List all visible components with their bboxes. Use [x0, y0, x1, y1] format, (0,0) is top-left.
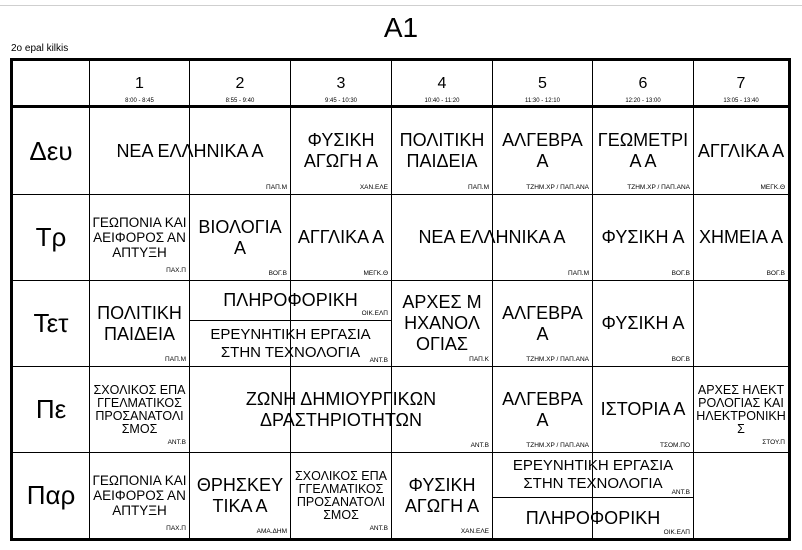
lesson-cell: ΖΩΝΗ ΔΗΜΙΟΥΡΓΙΚΩΝ ΔΡΑΣΤΗΡΙΟΤΗΤΩΝ ΑΝΤ.Β — [245, 388, 489, 449]
lesson-cell: ΧΗΜΕΙΑ Α ΒΟΓ.Β — [698, 227, 785, 277]
lesson-cell: ΑΛΓΕΒΡΑ Α ΤΖΗΜ.ΧΡ / ΠΑΠ.ΑΝΑ — [502, 302, 589, 363]
lesson-cell: ΦΥΣΙΚΗ ΑΓΩΓΗ Α ΧΑΝ.ΕΛΕ — [303, 130, 388, 191]
school-name: 2o epal kilkis — [11, 43, 69, 54]
lesson-cell: ΑΡΧΕΣ ΜΗΧΑΝΟΛΟΓΙΑΣ ΠΑΠ.Κ — [402, 292, 489, 363]
period-header: 2 8:55 - 9:40 — [225, 75, 255, 104]
lesson-cell: ΠΟΛΙΤΙΚΗ ΠΑΙΔΕΙΑ ΠΑΠ.Μ — [97, 302, 186, 363]
timetable-title: A1 — [383, 12, 419, 43]
lesson-cell: ΑΛΓΕΒΡΑ Α ΤΖΗΜ.ΧΡ / ΠΑΠ.ΑΝΑ — [502, 130, 589, 191]
lesson-cell: ΣΧΟΛΙΚΟΣ ΕΠΑΓΓΕΛΜΑΤΙΚΟΣ ΠΡΟΣΑΝΑΤΟΛΙΣΜΟΣ ΑΝΤ.Β — [295, 468, 388, 532]
period-header: 4 10:40 - 11:20 — [424, 75, 460, 104]
period-header: 6 12:20 - 13:00 — [625, 75, 661, 104]
lesson-cell: ΣΧΟΛΙΚΟΣ ΕΠΑΓΓΕΛΜΑΤΙΚΟΣ ΠΡΟΣΑΝΑΤΟΛΙΣΜΟΣ ΑΝΤ.Β — [93, 382, 186, 446]
lesson-cell: ΠΛΗΡΟΦΟΡΙΚΗ ΟΙΚ.ΕΛΠ — [223, 290, 388, 317]
lesson-cell: ΠΛΗΡΟΦΟΡΙΚΗ ΟΙΚ.ΕΛΠ — [525, 507, 690, 536]
lesson-cell: ΦΥΣΙΚΗ ΑΓΩΓΗ Α ΧΑΝ.ΕΛΕ — [404, 474, 489, 535]
lesson-cell: ΕΡΕΥΝΗΤΙΚΗ ΕΡΓΑΣΙΑ ΣΤΗΝ ΤΕΧΝΟΛΟΓΙΑ ΑΝΤ.Β — [512, 457, 690, 496]
lesson-cell: ΓΕΩΠΟΝΙΑ ΚΑΙ ΑΕΙΦΟΡΟΣ ΑΝΑΠΤΥΞΗ ΠΑΧ.Π — [92, 215, 187, 274]
lesson-cell: ΦΥΣΙΚΗ Α ΒΟΓ.Β — [601, 227, 690, 277]
day-label: Δευ — [29, 135, 73, 166]
lesson-cell: ΝΕΑ ΕΛΛΗΝΙΚΑ Α ΠΑΠ.Μ — [116, 140, 287, 191]
day-label: Τρ — [35, 222, 67, 252]
lesson-cell: ΓΕΩΜΕΤΡΙΑ Α ΤΖΗΜ.ΧΡ / ΠΑΠ.ΑΝΑ — [597, 130, 690, 191]
lesson-cell: ΘΡΗΣΚΕΥΤΙΚΑ Α ΑΜΑ.ΔΗΜ — [196, 474, 287, 535]
lesson-cell: ΒΙΟΛΟΓΙΑ Α ΒΟΓ.Β — [198, 216, 287, 277]
period-header: 7 13:05 - 13:40 — [723, 75, 759, 104]
lesson-cell: ΕΡΕΥΝΗΤΙΚΗ ΕΡΓΑΣΙΑ ΣΤΗΝ ΤΕΧΝΟΛΟΓΙΑ ΑΝΤ.Β — [210, 325, 388, 364]
lesson-cell: ΙΣΤΟΡΙΑ Α ΤΣΟΜ.ΠΟ — [600, 399, 690, 449]
timetable-grid — [10, 58, 791, 541]
lesson-cell: ΑΓΓΛΙΚΑ Α ΜΕΓΚ.Θ — [697, 140, 785, 191]
period-header: 5 11:30 - 12:10 — [525, 75, 560, 104]
lesson-cell: ΑΛΓΕΒΡΑ Α ΤΖΗΜ.ΧΡ / ΠΑΠ.ΑΝΑ — [502, 388, 589, 449]
lesson-cell: ΦΥΣΙΚΗ Α ΒΟΓ.Β — [601, 313, 690, 363]
period-header: 1 8:00 - 8:45 — [125, 75, 154, 104]
top-border — [0, 5, 802, 6]
period-header: 3 9:45 - 10:30 — [324, 75, 358, 104]
lesson-cell: ΑΡΧΕΣ ΗΛΕΚΤΡΟΛΟΓΙΑΣ ΚΑΙ ΗΛΕΚΤΡΟΝΙΚΗΣ ΣΤΟΥ.Π — [696, 382, 786, 446]
lesson-cell: ΑΓΓΛΙΚΑ Α ΜΕΓΚ.Θ — [297, 227, 388, 277]
day-label: Παρ — [26, 480, 76, 510]
day-label: Πε — [35, 394, 67, 424]
lesson-cell: ΝΕΑ ΕΛΛΗΝΙΚΑ Α ΠΑΠ.Μ — [418, 227, 589, 277]
day-label: Τετ — [33, 308, 69, 338]
lesson-cell: ΓΕΩΠΟΝΙΑ ΚΑΙ ΑΕΙΦΟΡΟΣ ΑΝΑΠΤΥΞΗ ΠΑΧ.Π — [92, 473, 187, 532]
lesson-cell: ΠΟΛΙΤΙΚΗ ΠΑΙΔΕΙΑ ΠΑΠ.Μ — [399, 130, 489, 191]
